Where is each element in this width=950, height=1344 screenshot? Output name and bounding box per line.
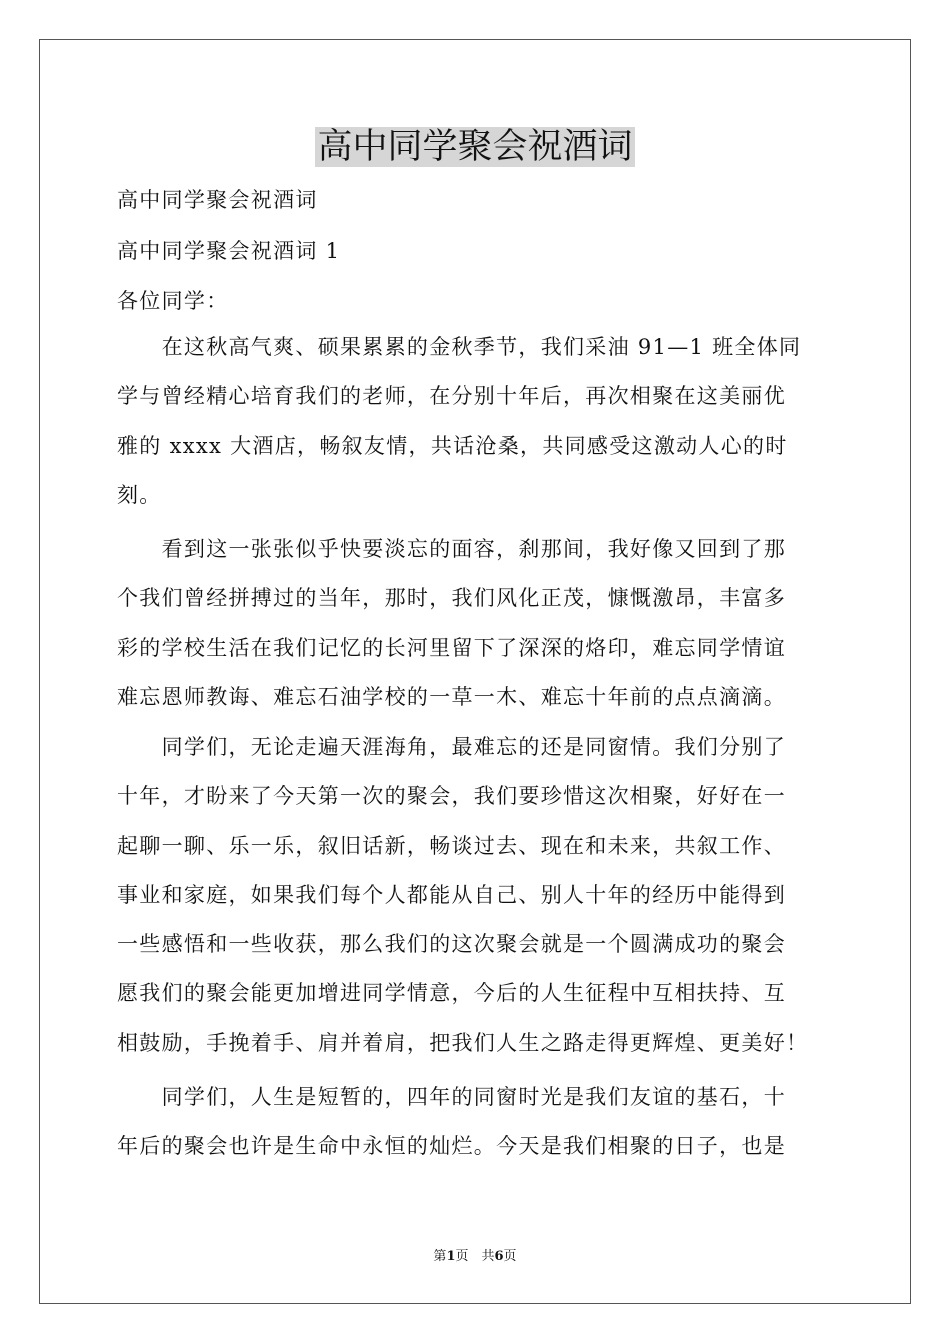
paragraph-line: 刻。 bbox=[117, 482, 162, 507]
paragraph-line: 起聊一聊、乐一乐，叙旧话新，畅谈过去、现在和未来，共叙工作、 bbox=[117, 833, 786, 858]
total-page-count: 6 bbox=[494, 1249, 504, 1264]
paragraph-line: 看到这一张张似乎快要淡忘的面容，刹那间，我好像又回到了那 bbox=[117, 537, 786, 561]
paragraph-line: 个我们曾经拼搏过的当年，那时，我们风化正茂，慷慨激昂，丰富多 bbox=[117, 586, 786, 611]
paragraph-line: 一些感悟和一些收获，那么我们的这次聚会就是一个圆满成功的聚会 bbox=[117, 932, 786, 957]
paragraph-line: 相鼓励，手挽着手、肩并着肩，把我们人生之路走得更辉煌、更美好！ bbox=[117, 1030, 809, 1055]
paragraph-line: 学与曾经精心培育我们的老师，在分别十年后，再次相聚在这美丽优 bbox=[117, 384, 786, 409]
paragraph-line: 彩的学校生活在我们记忆的长河里留下了深深的烙印，难忘同学情谊 bbox=[117, 635, 786, 660]
footer-prefix: 第 bbox=[433, 1249, 447, 1264]
paragraph-line: 十年，才盼来了今天第一次的聚会，我们要珍惜这次相聚，好好在一 bbox=[117, 784, 786, 809]
paragraph-4 bbox=[117, 1073, 837, 1172]
paragraph-line: 难忘恩师教诲、难忘石油学校的一草一木、难忘十年前的点点滴滴。 bbox=[117, 684, 786, 709]
paragraph-3 bbox=[117, 723, 837, 1068]
footer-mid: 页 共 bbox=[455, 1249, 495, 1264]
paragraph-line: 同学们，无论走遍天涯海角，最难忘的还是同窗情。我们分别了 bbox=[117, 735, 786, 759]
paragraph-line: 在这秋高气爽、硕果累累的金秋季节，我们采油 91—1 班全体同 bbox=[117, 335, 802, 359]
paragraph-1 bbox=[117, 323, 837, 520]
paragraph-line: 同学们，人生是短暂的，四年的同窗时光是我们友谊的基石，十 bbox=[117, 1085, 786, 1109]
paragraph-line: 年后的聚会也许是生命中永恒的灿烂。今天是我们相聚的日子，也是 bbox=[117, 1134, 786, 1159]
salutation: 各位同学： bbox=[117, 289, 229, 313]
subtitle-line-numbered: 高中同学聚会祝酒词 1 bbox=[117, 239, 341, 263]
paragraph-2 bbox=[117, 525, 837, 722]
paragraph-line: 事业和家庭，如果我们每个人都能从自己、别人十年的经历中能得到 bbox=[117, 882, 786, 907]
page-footer bbox=[0, 1248, 950, 1266]
current-page-number: 1 bbox=[446, 1249, 456, 1264]
subtitle-line: 高中同学聚会祝酒词 bbox=[117, 188, 318, 212]
paragraph-line: 愿我们的聚会能更加增进同学情意，今后的人生征程中互相扶持、互 bbox=[117, 981, 786, 1006]
paragraph-line: 雅的 xxxx 大酒店，畅叙友情，共话沧桑，共同感受这激动人心的时 bbox=[117, 433, 788, 458]
document-title: 高中同学聚会祝酒词 bbox=[317, 127, 633, 167]
footer-suffix: 页 bbox=[503, 1249, 517, 1264]
